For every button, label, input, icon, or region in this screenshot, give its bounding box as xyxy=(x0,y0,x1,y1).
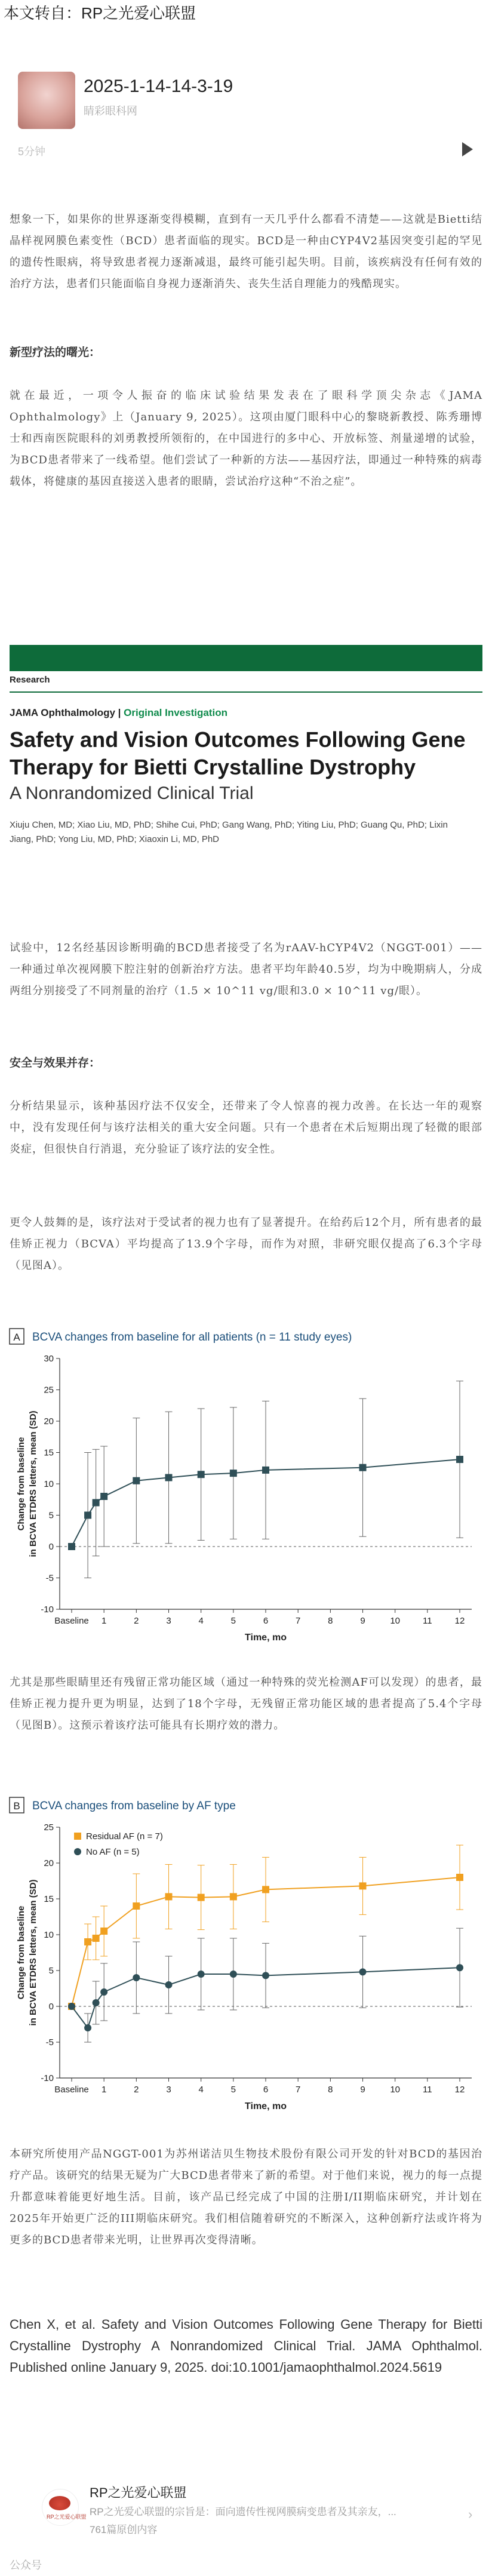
y-tick-label: 25 xyxy=(44,1822,54,1833)
data-point xyxy=(165,1474,173,1481)
data-point xyxy=(262,1467,269,1474)
x-tick-label: 10 xyxy=(390,2085,401,2095)
y-tick-label: 25 xyxy=(44,1385,54,1395)
data-point xyxy=(100,1928,107,1935)
legend-label: No AF (n = 5) xyxy=(86,1847,140,1857)
audio-source: 睛彩眼科网 xyxy=(84,105,137,117)
x-tick-label: 7 xyxy=(295,1616,301,1626)
x-tick-label: 8 xyxy=(328,1616,333,1626)
data-point xyxy=(198,1894,205,1901)
x-tick-label: 4 xyxy=(198,2085,204,2095)
data-point xyxy=(198,1471,205,1478)
x-tick-label: Baseline xyxy=(54,1616,89,1626)
data-point xyxy=(84,1938,91,1945)
y-axis-label-line-1: Change from baseline xyxy=(16,1437,26,1531)
paper-subtitle: A Nonrandomized Clinical Trial xyxy=(10,783,254,803)
x-tick-label: 12 xyxy=(454,1616,465,1626)
y-tick-label: -5 xyxy=(45,1573,54,1584)
panel-letter: A xyxy=(13,1332,20,1343)
reference-citation: Chen X, et al. Safety and Vision Outcomes Following Gene Therapy for Bietti Crystalline Dystrophy A Nonrandomized Clinical Trial. JAMA Ophthalmol. Published online January 9, 2025. doi:10.1001/jamaophthalmol.2024.5619 xyxy=(10,2317,482,2375)
section-heading-new-therapy: 新型疗法的曙光： xyxy=(10,346,101,359)
account-name[interactable]: RP之光爱心联盟 xyxy=(90,2485,187,2500)
chart-title: BCVA changes from baseline by AF type xyxy=(32,1800,236,1812)
x-tick-label: 3 xyxy=(166,1616,171,1626)
x-tick-label: 8 xyxy=(328,2085,333,2095)
data-point xyxy=(359,1464,367,1471)
data-point xyxy=(93,1935,100,1942)
data-point xyxy=(100,1493,107,1500)
paper-header-bar xyxy=(10,645,482,671)
y-axis-label-line-1: Change from baseline xyxy=(16,1905,26,2000)
account-logo-text: RP之光爱心联盟 xyxy=(47,2514,87,2520)
y-tick-label: 15 xyxy=(44,1894,54,1904)
x-tick-label: 5 xyxy=(230,2085,236,2095)
data-point xyxy=(100,1988,107,1996)
account-logo-mark xyxy=(49,2496,70,2510)
x-tick-label: 7 xyxy=(295,2085,301,2095)
x-tick-label: 6 xyxy=(263,1616,269,1626)
data-point xyxy=(359,1968,367,1975)
paper-journal xyxy=(10,707,227,719)
y-tick-label: 10 xyxy=(44,1930,54,1940)
article-paragraph-1 xyxy=(10,209,482,295)
y-tick-label: 20 xyxy=(44,1416,54,1427)
article-paragraph-2: 就在最近，一项令人振奋的临床试验结果发表在了眼科学顶尖杂志《JAMA Ophthalmology》上（January 9, 2025）。这项由厦门眼科中心的黎晓新教授、陈秀珊博士和西南医院眼科的刘勇教授所领衔的，在中国进行的多中心、开放标签、剂量递增的试验，为BCD患者带来了一线希望。他们尝试了一种新的方法——基因疗法，即通过一种特殊的病毒载体，将健康的基因直接送入患者的眼睛，尝试治疗这种“不治之症”。 xyxy=(10,389,482,488)
data-point xyxy=(262,1972,269,1979)
x-tick-label: 6 xyxy=(263,2085,269,2095)
x-tick-label: 11 xyxy=(423,2085,432,2095)
data-point xyxy=(133,1477,140,1484)
x-tick-label: 9 xyxy=(360,1616,365,1626)
data-point xyxy=(456,1456,463,1463)
x-tick-label: 1 xyxy=(101,2085,107,2095)
x-tick-label: 10 xyxy=(390,1616,401,1626)
x-tick-label: 4 xyxy=(198,1616,204,1626)
play-icon[interactable] xyxy=(462,142,473,156)
x-tick-label: 9 xyxy=(360,2085,365,2095)
audio-title[interactable]: 2025-1-14-14-3-19 xyxy=(84,76,233,96)
x-tick-label: 2 xyxy=(134,1616,139,1626)
data-point xyxy=(93,1499,100,1507)
legend-marker xyxy=(74,1848,81,1855)
y-axis-label-line-2: in BCVA ETDRS letters, mean (SD) xyxy=(28,1410,38,1557)
y-tick-label: 5 xyxy=(48,1510,54,1521)
article-paragraph-6: 尤其是那些眼睛里还有残留正常功能区域（通过一种特殊的荧光检测AF可以发现）的患者，最佳矫正视力提升更为明显，达到了18个字母，无残留正常功能区域的患者提高了5.4个字母（见图B）。这预示着该疗法可能具有长期疗效的潜力。 xyxy=(10,1676,482,1732)
data-point xyxy=(84,1512,91,1519)
x-axis-label: Time, mo xyxy=(245,2101,287,2111)
y-tick-label: -5 xyxy=(45,2037,54,2048)
x-tick-label: 5 xyxy=(230,1616,236,1626)
data-point xyxy=(68,2003,75,2010)
section-heading-safety: 安全与效果并存： xyxy=(10,1056,101,1069)
y-tick-label: 0 xyxy=(48,2002,54,2012)
data-point xyxy=(230,1893,237,1900)
chevron-right-icon[interactable]: › xyxy=(468,2507,473,2522)
article-paragraph-7: 本研究所使用产品NGGT-001为苏州诺洁贝生物技术股份有限公司开发的针对BCD的基因治疗产品。该研究的结果无疑为广大BCD患者带来了新的希望。对于他们来说，视力的每一点提升都意味着能更好地生活。目前，该产品已经完成了中国的注册I/II期临床研究，并计划在2025年开始更广泛的III期临床研究。我们相信随着研究的不断深入，这种创新疗法或许将为更多的BCD患者带来光明，让世界再次变得清晰。 xyxy=(10,2148,482,2246)
data-point xyxy=(359,1882,367,1889)
paper-journal-type: Original Investigation xyxy=(124,707,227,718)
data-point xyxy=(93,1999,100,2006)
y-tick-label: 5 xyxy=(48,1966,54,1976)
x-tick-label: Baseline xyxy=(54,2085,89,2095)
article-paragraph-3: 试验中，12名经基因诊断明确的BCD患者接受了名为rAAV-hCYP4V2（NGGT-001）——一种通过单次视网膜下腔注射的创新治疗方法。患者平均年龄40.5岁，均为中晚期病人，分成两组分别接受了不同剂量的治疗（1.5 × 10^11 vg/眼和3.0 × 10^11 vg/眼）。 xyxy=(10,942,482,997)
data-point xyxy=(68,1543,75,1550)
y-tick-label: 15 xyxy=(44,1447,54,1458)
account-article-count: 761篇原创内容 xyxy=(90,2524,158,2535)
chart-b xyxy=(0,1791,492,2126)
data-point xyxy=(262,1886,269,1893)
data-point xyxy=(456,1964,463,1971)
chart-a xyxy=(0,1323,492,1657)
y-axis-label-line-2: in BCVA ETDRS letters, mean (SD) xyxy=(28,1879,38,2026)
paper-journal-sep: | xyxy=(118,707,124,718)
paper-title: Safety and Vision Outcomes Following Gene Therapy for Bietti Crystalline Dystrophy xyxy=(10,727,466,779)
account-type-tag: 公众号 xyxy=(10,2559,42,2571)
audio-duration: 5分钟 xyxy=(18,146,46,158)
x-tick-label: 11 xyxy=(423,1616,432,1626)
data-point xyxy=(84,2024,91,2031)
chart-title: BCVA changes from baseline for all patients (n = 11 study eyes) xyxy=(32,1331,352,1344)
x-axis-label: Time, mo xyxy=(245,1633,287,1643)
legend-marker xyxy=(74,1833,81,1840)
y-tick-label: 20 xyxy=(44,1858,54,1868)
x-tick-label: 2 xyxy=(134,2085,139,2095)
reprint-label: 本文转自：RP之光爱心联盟 xyxy=(4,4,196,22)
paper-divider xyxy=(10,691,482,693)
y-tick-label: -10 xyxy=(41,1604,54,1615)
article-paragraph-1-text: 想象一下，如果你的世界逐渐变得模糊，直到有一天几乎什么都看不清楚——这就是Bietti结晶样视网膜色素变性（BCD）患者面临的现实。BCD是一种由CYP4V2基因突变引起的罕见的遗传性眼病，将导致患者视力逐渐减退，最终可能引起失明。目前，该疾病没有任何有效的治疗方法，患者们只能面临自身视力逐渐消失、丧失生活自理能力的残酷现实。 xyxy=(10,213,482,290)
x-tick-label: 1 xyxy=(101,1616,107,1626)
y-tick-label: 0 xyxy=(48,1542,54,1552)
data-point xyxy=(230,1470,237,1477)
y-tick-label: -10 xyxy=(41,2073,54,2083)
data-point xyxy=(133,1974,140,1981)
data-point xyxy=(198,1971,205,1978)
panel-letter: B xyxy=(13,1800,20,1812)
data-point xyxy=(133,1902,140,1910)
y-tick-label: 30 xyxy=(44,1354,54,1364)
y-tick-label: 10 xyxy=(44,1479,54,1489)
article-paragraph-5: 更令人鼓舞的是，该疗法对于受试者的视力也有了显著提升。在给药后12个月，所有患者的最佳矫正视力（BCVA）平均提高了13.9个字母，而作为对照，非研究眼仅提高了6.3个字母（见图A）。 xyxy=(10,1216,482,1272)
data-point xyxy=(165,1893,173,1900)
article-paragraph-4: 分析结果显示，该种基因疗法不仅安全，还带来了令人惊喜的视力改善。在长达一年的观察中，没有发现任何与该疗法相关的重大安全问题。只有一个患者在术后短期出现了轻微的眼部炎症，但很快自行消退，充分验证了该疗法的安全性。 xyxy=(10,1100,482,1155)
audio-thumbnail[interactable] xyxy=(18,72,75,129)
data-point xyxy=(230,1971,237,1978)
paper-journal-name: JAMA Ophthalmology xyxy=(10,707,115,718)
paper-section-label: Research xyxy=(10,675,50,685)
x-tick-label: 3 xyxy=(166,2085,171,2095)
paper-authors: Xiuju Chen, MD; Xiao Liu, MD, PhD; Shihe Cui, PhD; Gang Wang, PhD; Yiting Liu, PhD; Guang Qu, PhD; Lixin Jiang, PhD; Yong Liu, MD, PhD; Xiaoxin Li, MD, PhD xyxy=(10,820,448,844)
legend-label: Residual AF (n = 7) xyxy=(86,1831,163,1842)
account-description: RP之光爱心联盟的宗旨是：面向遗传性视网膜病变患者及其亲友，... xyxy=(90,2506,396,2517)
data-point xyxy=(456,1874,463,1881)
data-point xyxy=(165,1981,173,1988)
x-tick-label: 12 xyxy=(454,2085,465,2095)
